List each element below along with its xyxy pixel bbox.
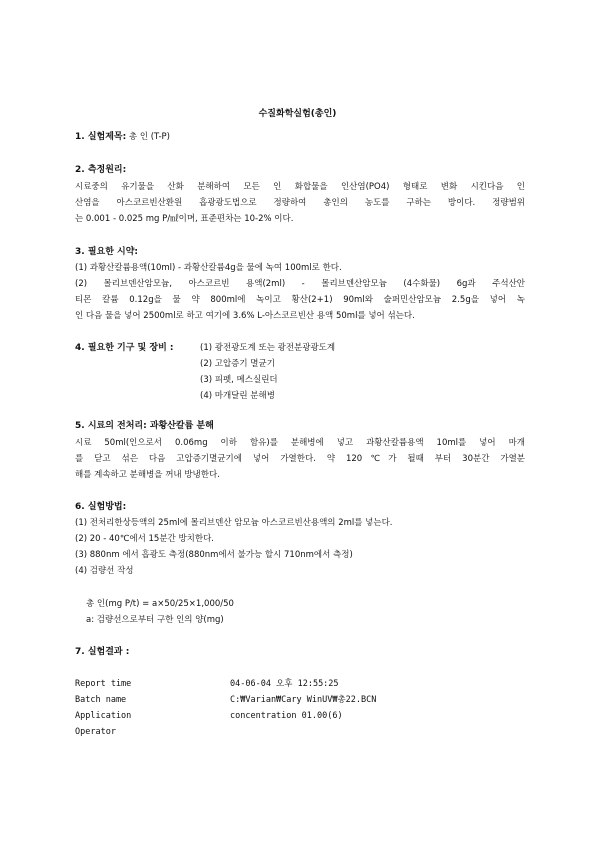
section-3-line: 인 다음 물을 넣어 2500ml로 하고 여기에 3.6% L-아스코르빈산 용액 50ml를 넣어 섞는다. [75, 311, 415, 321]
section-5-line: 시료 50ml(인으로서 0.06mg 이하 함유)를 분해병에 넣고 과황산칼륨용액 10ml를 넣어 마개 [75, 438, 525, 448]
section-6-line: (2) 20 - 40℃에서 15분간 방치한다. [75, 534, 215, 544]
section-2-line: 는 0.001 - 0.025 mg P/㎖이며, 표준편차는 10-2% 이다. [75, 214, 294, 224]
document-title: 수질화학실험(총인) [258, 109, 337, 119]
section-6-line: (3) 880nm 에서 흡광도 측정(880nm에서 불가능 할시 710nm에서 측정) [75, 550, 353, 560]
section-2-heading: 2. 측정원리: [75, 165, 127, 175]
section-1-body: 총 인 (T-P) [126, 132, 170, 142]
section-1-heading: 1. 실험제목: [75, 132, 127, 142]
section-4-heading: 4. 필요한 기구 및 장비 : [75, 343, 174, 353]
formula-note: a: 검량선으로부터 구한 인의 양(mg) [86, 615, 224, 625]
equipment-item: (2) 고압증기 멸균기 [200, 359, 275, 369]
report-key: Application [75, 711, 132, 721]
section-5-line: 를 닫고 섞은 다음 고압증기멸균기에 넣어 가열한다. 약 120℃가 될때 부터 30분간 가열분 [75, 454, 525, 464]
report-value: 04-06-04 오후 12:55:25 [230, 679, 339, 689]
section-6-line: (4) 검량선 작성 [75, 566, 134, 576]
section-2-line: 시료중의 유기물을 산화 분해하여 모든 인 화합물을 인산염(PO4) 형태로 변화 시킨다음 인 [75, 182, 525, 192]
section-5-heading: 5. 시료의 전처리: 과황산칼륨 분해 [75, 421, 214, 431]
section-6-line: (1) 전처리한상등액의 25ml에 몰리브덴산 암모늄 아스코르빈산용액의 2ml를 넣는다. [75, 518, 393, 528]
report-key: Report time [75, 679, 132, 689]
report-value: C:₩Varian₩Cary WinUV₩총22.BCN [230, 695, 377, 705]
equipment-item: (3) 피펫, 메스실린더 [200, 375, 278, 385]
section-3-heading: 3. 필요한 시약: [75, 247, 139, 257]
section-3-line: 티몬 칼륨 0.12g을 물 약 800ml에 녹이고 황산(2+1) 90ml와 술퍼민산암모늄 2.5g을 넣어 녹 [75, 295, 525, 305]
equipment-item: (4) 마개달린 분해병 [200, 391, 275, 401]
section-6-heading: 6. 실험방법: [75, 502, 127, 512]
report-key: Batch name [75, 695, 127, 705]
section-1 [75, 131, 525, 143]
section-2-line: 산염을 아스코르빈산환원 흡광광도법으로 정량하여 총인의 농도를 구하는 방이다. 정량범위 [75, 198, 525, 208]
section-3-line: (2) 몰리브덴산암모늄, 아스코르빈 용액(2ml) - 몰리브덴산암모늄 (4수화물) 6g과 주석산안 [75, 279, 525, 289]
formula: 총 인(mg P/t) = a×50/25×1,000/50 [86, 599, 234, 609]
section-3-line: (1) 과황산칼륨용액(10ml) - 과황산칼륨4g을 물에 녹여 100ml로 한다. [75, 263, 342, 273]
equipment-item: (1) 광전광도계 또는 광전분광광도계 [200, 343, 336, 353]
report-key: Operator [75, 727, 116, 737]
section-7-heading: 7. 실험결과 : [75, 647, 130, 657]
report-value: concentration 01.00(6) [230, 711, 343, 721]
section-5-line: 해를 계속하고 분해병을 꺼내 방냉한다. [75, 470, 220, 480]
